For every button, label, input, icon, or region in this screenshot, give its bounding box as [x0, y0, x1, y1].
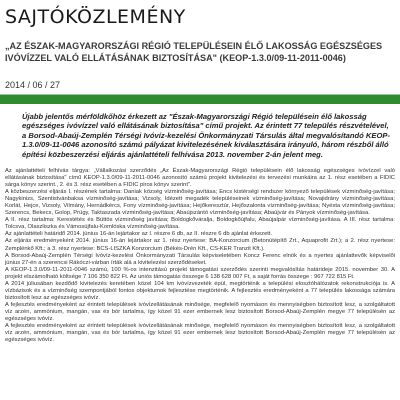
body-paragraph: A fejlesztés eredményeként az érintett települések ivóvízellátásának minősége, megfelelő nyomáson és mennyiségben biztosított lesz, a szolgáltatott víz arzén, ammónium, mangán, vas és bór tartalma, így közel 91 ezer embernek lesz biztosított Borsod-Abaúj-Zemplén megye 77 településén az egészséges ivóvíz. — [5, 323, 395, 344]
release-date: 2014 / 06 / 27 — [5, 80, 61, 90]
body-paragraph: A fejlesztés eredményeként az érintett települések ivóvízellátásának minősége, megfelelő nyomáson és mennyiségben biztosított lesz, a szolgáltatott víz arzén, ammónium, mangán, vas és bór tartalma, így közel 91 ezer embernek lesz biztosított Borsod-Abaúj-Zemplén megye 77 településén az egészséges ivóvíz. — [5, 301, 395, 322]
body-paragraph: A KEOP-1.3.0/09-11-2011-0046 számú, 100 %-os intenzitású projekt támogatási szerződés szerinti megvalósítás határideje 2015. november 30. A projekt elszámolható költsége 7 106 350 822 Ft. Az uniós támogatás összege 6 138 628 007 Ft, a saját forrás összege : 967 722 815 Ft. — [5, 266, 395, 280]
body-paragraph: Az ajánlattételi határidő 2014. június 16-án lejártakor az I. részre 6 db, az II. részre 6 db ajánlat érkezett. — [5, 231, 273, 238]
green-divider-bar — [0, 94, 400, 104]
project-headline: „AZ ÉSZAK-MAGYARORSZÁGI RÉGIÓ TELEPÜLÉSEIN ÉLŐ LAKOSSÁG EGÉSZSÉGES IVÓVÍZZEL VALÓ ELLÁTÁSÁNAK BIZTOSÍTÁSA" (KEOP-1.3.0/09-11-2011-0046) — [5, 41, 383, 63]
body-paragraph: A II. rész tartalma: Kerestétés és Büttös vízminőség javítása; Boldogkőváralja, Boldogkőújfalu, Abaújalpár vízminőség-javítása. A III. rész tartalma: Tolcsva, Olaszliszka és Vámosújfalu-Komlóska vízminőség-javítása. — [5, 217, 395, 231]
body-text — [5, 168, 395, 344]
body-paragraph: Az eljárás eredményeként 2014. június 16-án lejártakor az 1. rész nyertese: BA-Konzorcium (Betonútépítő Zrt., Aquaprofit Zrt.); a 2. rész nyertese: Zemplénkő Kft.; a 3. rész nyertese: BCS-LISZKA Konzorcium (Békés-Drén Kft., CS-KER Tranzit Kft.). — [5, 238, 395, 252]
page-title: SAJTÓKÖZLEMÉNY — [5, 6, 186, 28]
body-paragraph: Az ajánlattételi felhívás tárgya: „Vállalkozási szerződés „Az Észak-Magyarországi Régió településein élő lakosság egészséges ivóvízzel való ellátásának biztosítása" című KEOP-1.3.0/09-11-2011-0046 azonosító számú projekt kivitelezési és tervezési munkáira az 1. rész esetében a FIDIC sárga könyv szerint., 2. és 3. rész esetében a FIDIC piros könyv szerint". — [5, 168, 395, 189]
lead-paragraph: Újabb jelentős mérföldkőhöz érkezett az "Észak-Magyarországi Régió településein élő lakosság egészséges ivóvízzel való ellátásának biztosítása" című projekt. Az érintett 77 település részvételével, a Borsod-Abaúj-Zemplén Térségi Ivóvíz-kezelési Önkormányzati Társulás által megvalósítandó KEOP-1.3.0/09-11-0046 azonosító számú pályázat kivitelezésének kiválasztására irányuló, három részből álló építési közbeszerzési eljárás ajánlattételi felhívása 2013. november 2-án jelent meg. — [22, 112, 390, 159]
body-paragraph: A 2014 júliusában kezdődő kivitelezés keretében közel 104 km ivóvízvezeték épül, megtörténik a települési elosztóhálózatok rekonstrukciója is. A vízbázisok és a vízminőség szempontjából fontos objektumok fejlesztése megtörténik. A fejlesztés eredményeként a 77 település lakossága számára biztosított lesz az egészséges ivóvíz. — [5, 280, 395, 301]
body-paragraph: A Borsod-Abaúj-Zemplén Térségi Ivóvíz-kezelési Önkormányzati Társulás képviseletében Koncz Ferenc elnök és a nyertes ajánlattevők képviselői június 27-én a szerencsi Rákóczi-várban írták alá a kivitelezési szerződéseket. — [5, 252, 395, 266]
body-paragraph: A közbeszerzési eljárás I. részének tartalma: Daniak község vízminőség-javítása; Encs kistérségi rendszer környező települések vízminőség-javítása; Nagykinizs, Szentistvánbaksa vízminőség-javítása; Vizsoly, Idézett megadék településeinek vízminőség-javítása; Novajidrány vízminőség-javítása; Korlát, Hejce, Vizsoly, Vilmány, Hernádkércs, Fony vízminőség-javítása; Hejőkeresztúr, Hejőszalonta vízminőség-javítása; Nyésta vízminőség-javítása; Szerencs, Bekecs, Golop, Prügy, Taktaszada vízminőség-javítása; Abaújszántó vízminőség-javítása; Abaújvár és Pányok vízminőség-javítása. — [5, 189, 395, 217]
